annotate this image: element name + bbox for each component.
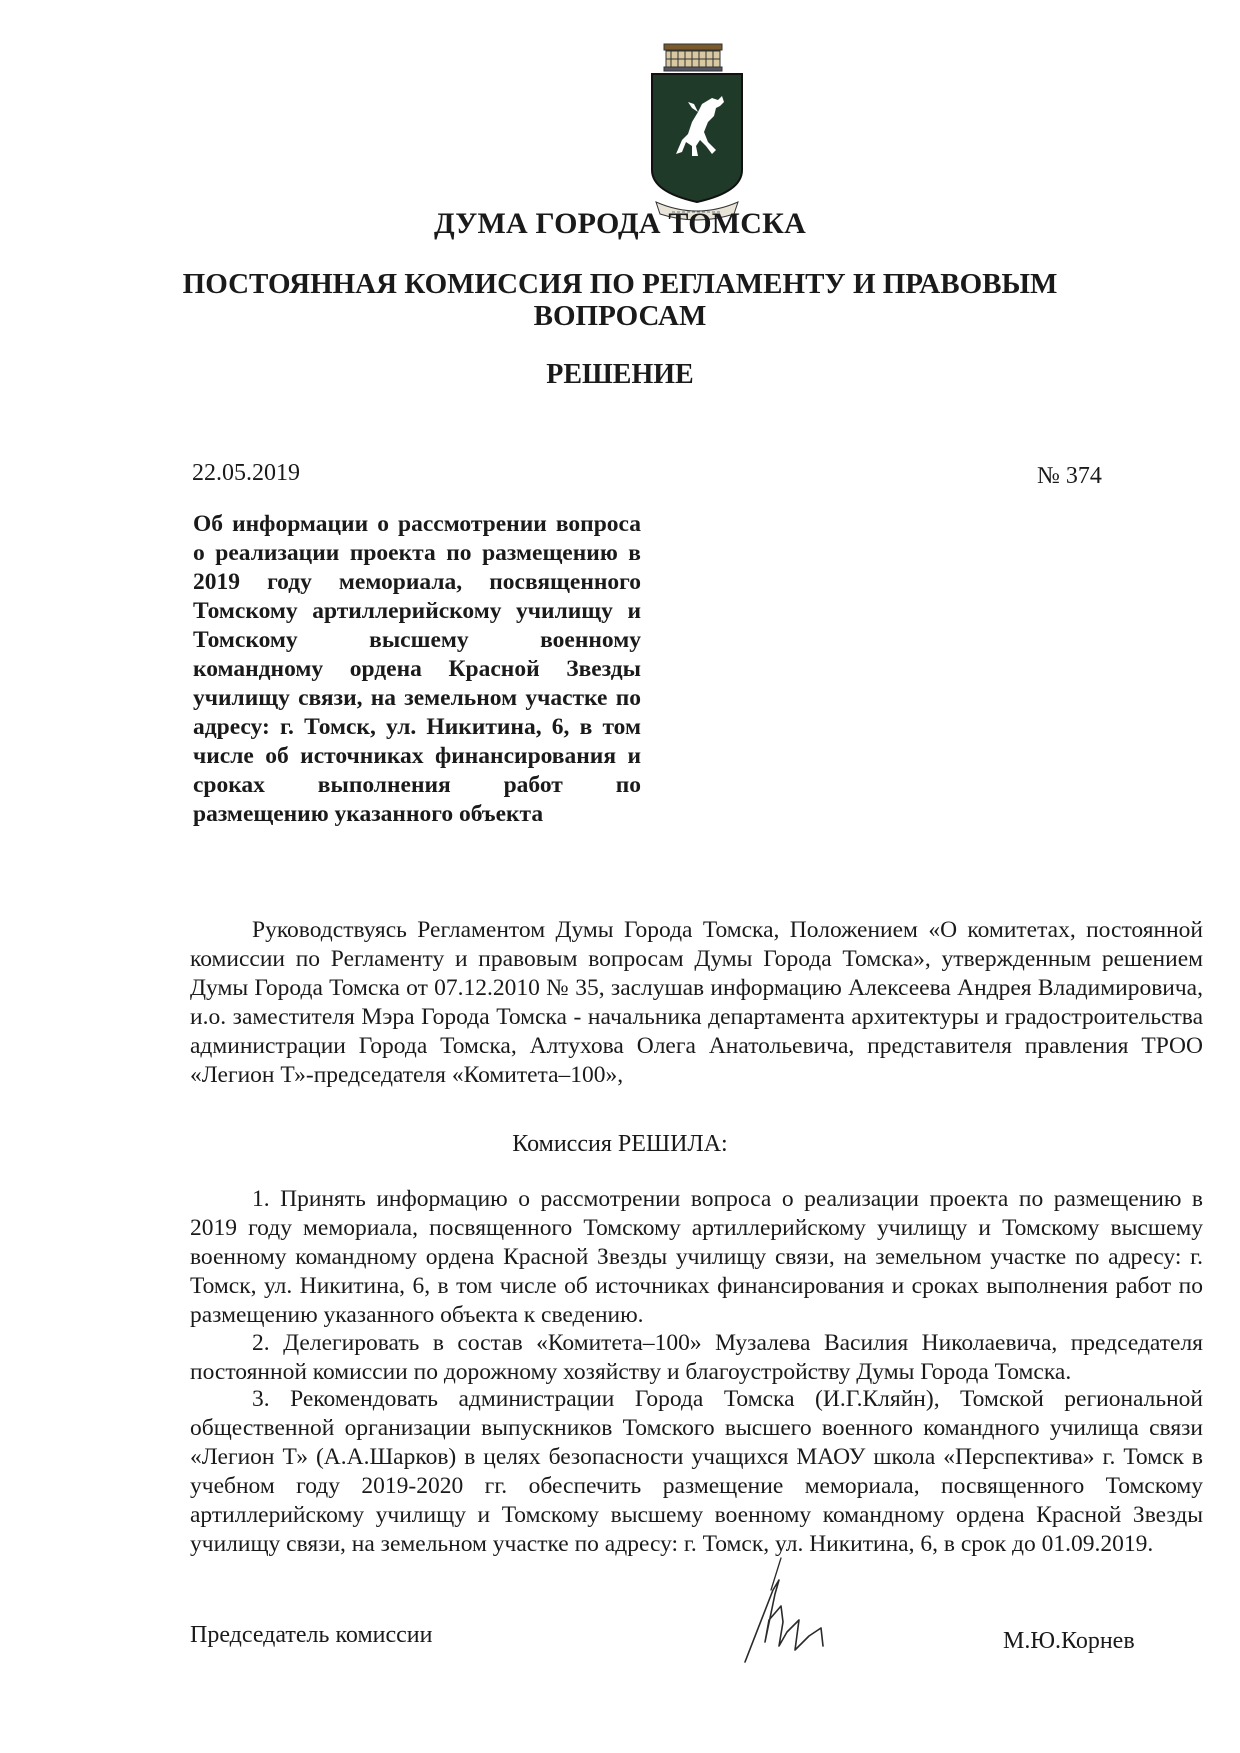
commission-title [160, 268, 1080, 332]
preamble-paragraph: Руководствуясь Регламентом Думы Города Томска, Положением «О комитетах, постоянной комиссии по Регламенту и правовым вопросам Думы Города Томска», утвержденным решением Думы Города Томска от 07.12.2010 № 35, заслушав информацию Алексеева Андрея Владимировича, и.о. заместителя Мэра Города Томска - начальника департамента архитектуры и градостроительства администрации Города Томска, Алтухова Олега Анатольевича, представителя правления ТРОО «Легион Т»-председателя «Комитета–100», [190, 917, 1203, 1088]
signer-position: Председатель комиссии [190, 1622, 433, 1648]
resolution-item-2: 2. Делегировать в состав «Комитета–100» Музалева Василия Николаевича, председателя постоянной комиссии по дорожному хозяйству и благоустройству Думы Города Томска. [190, 1330, 1203, 1385]
resolved-heading: Комиссия РЕШИЛА: [512, 1131, 728, 1157]
org-title: ДУМА ГОРОДА ТОМСКА [434, 207, 806, 240]
signer-name: М.Ю.Корнев [1003, 1628, 1135, 1654]
document-number: № 374 [1037, 463, 1102, 489]
document-date: 22.05.2019 [192, 460, 300, 486]
resolution-item-1: 1. Принять информацию о рассмотрении вопроса о реализации проекта по размещению в 2019 году мемориала, посвященного Томскому артиллерийскому училищу и Томскому высшему военному командному ордена Красной Звезды училищу связи, на земельном участке по адресу: г. Томск, ул. Никитина, 6, в том числе об источниках финансирования и сроках выполнения работ по размещению указанного объекта к сведению. [190, 1186, 1203, 1328]
coat-of-arms-icon [642, 42, 752, 224]
commission-title-line2: ВОПРОСАМ [533, 300, 707, 332]
resolution-item-3: 3. Рекомендовать администрации Города Томска (И.Г.Кляйн), Томской региональной общественной организации выпускников Томского высшего военного командного училища связи «Легион Т» (А.А.Шарков) в целях безопасности учащихся МАОУ школа «Перспектива» г. Томск в учебном году 2019-2020 гг. обеспечить размещение мемориала, посвященного Томскому артиллерийскому училищу и Томскому высшему военному командному ордена Красной Звезды училищу связи, на земельном участке по адресу: г. Томск, ул. Никитина, 6, в срок до 01.09.2019. [190, 1386, 1203, 1557]
commission-title-line1: ПОСТОЯННАЯ КОМИССИЯ ПО РЕГЛАМЕНТУ И ПРАВОВЫМ [182, 268, 1058, 300]
document-type: РЕШЕНИЕ [546, 359, 694, 390]
handwritten-signature [725, 1550, 845, 1670]
document-subject: Об информации о рассмотрении вопроса о реализации проекта по размещению в 2019 году мемориала, посвященного Томскому артиллерийскому училищу и Томскому высшему военному командному ордена Красной Звезды училищу связи, на земельном участке по адресу: г. Томск, ул. Никитина, 6, в том числе об источниках финансирования и сроках выполнения работ по размещению указанного объекта [193, 511, 641, 827]
